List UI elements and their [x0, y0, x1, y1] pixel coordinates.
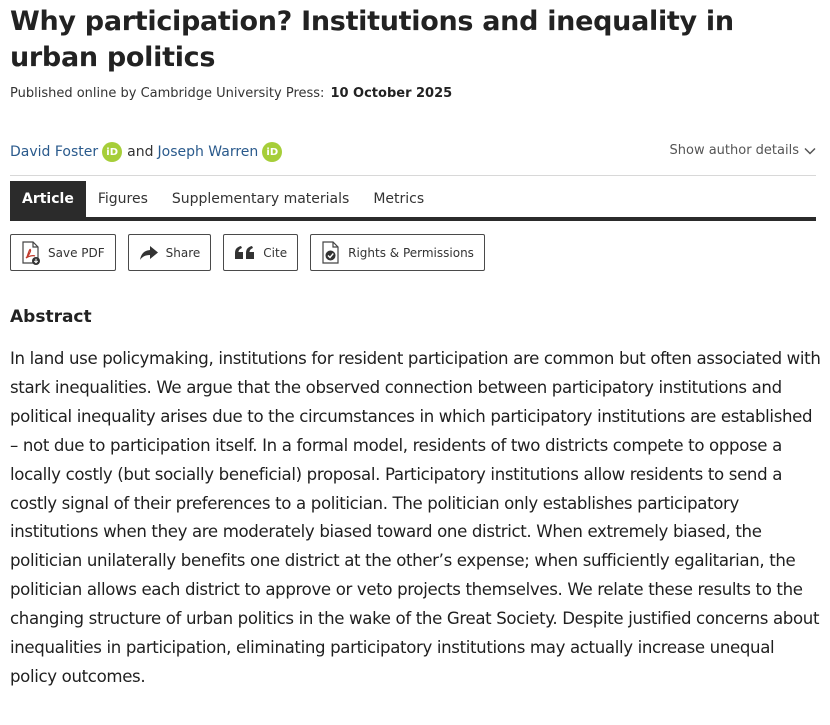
cite-label: Cite	[263, 245, 288, 260]
abstract-body: In land use policymaking, institutions for resident participation are common but often associated with stark inequalities. We argue that the observed connection between participatory institutions and political inequality arises due to the circumstances in which participatory institutions are established – not due to participation itself. In a formal model, residents of two districts compete to oppose a locally costly (but socially beneficial) proposal. Participatory institutions allow residents to send a costly signal of their preferences to a politician. The politician only establishes participatory institutions when they are moderately biased toward one district. When extremely biased, the politician unilaterally benefits one district at the other’s expense; when sufficiently egalitarian, the politician allows each district to approve or veto projects themselves. We relate these results to the changing structure of urban politics in the wake of the Great Society. Despite justified concerns about inequalities in participation, eliminating participatory institutions may actually increase unequal policy outcomes.	[10, 349, 821, 686]
show-author-details-button[interactable]	[670, 143, 817, 158]
author-link-david-foster[interactable]: David Foster	[10, 144, 99, 160]
author-list	[10, 140, 287, 164]
published-date: 10 October 2025	[330, 86, 453, 101]
divider	[10, 175, 816, 176]
rights-permissions-label: Rights & Permissions	[348, 245, 474, 260]
tab-article[interactable]: Article	[10, 181, 86, 217]
rights-permissions-button[interactable]	[310, 234, 485, 271]
save-pdf-button[interactable]	[10, 234, 116, 271]
published-label: Published online by Cambridge University Press:	[10, 86, 325, 101]
article-tabs	[10, 181, 816, 221]
quote-icon	[234, 245, 256, 261]
chevron-down-icon	[804, 147, 816, 155]
share-button[interactable]	[128, 234, 212, 271]
share-label: Share	[165, 245, 201, 260]
rights-document-icon	[321, 241, 341, 265]
publication-info	[10, 86, 452, 101]
save-pdf-label: Save PDF	[48, 245, 105, 260]
author-link-joseph-warren[interactable]: Joseph Warren	[157, 144, 259, 160]
tab-figures[interactable]: Figures	[97, 191, 148, 207]
show-author-details-label: Show author details	[669, 143, 799, 158]
abstract-heading: Abstract	[10, 307, 92, 327]
cite-button[interactable]	[223, 234, 298, 271]
share-icon	[139, 245, 159, 261]
article-actions	[10, 234, 497, 271]
orcid-icon[interactable]: iD	[262, 142, 282, 162]
tab-supplementary-materials[interactable]: Supplementary materials	[171, 191, 350, 207]
author-conjunction: and	[127, 144, 154, 160]
article-title: Why participation? Institutions and inequality in urban politics	[10, 6, 734, 73]
orcid-icon[interactable]: iD	[102, 142, 122, 162]
pdf-download-icon	[21, 241, 41, 265]
tab-metrics[interactable]: Metrics	[373, 191, 425, 207]
